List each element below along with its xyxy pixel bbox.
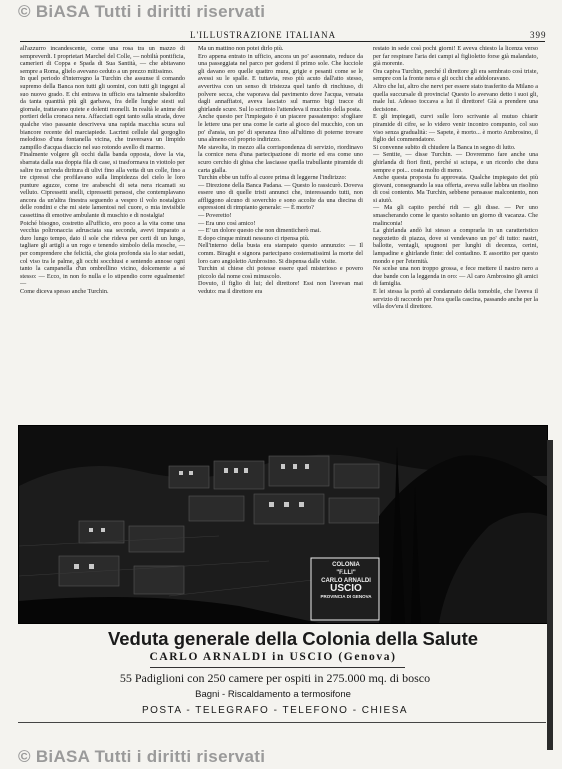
text-column-1 (20, 45, 185, 420)
paragraph: Ero appena entrato in ufficio, ancora un po' assonnato, reduce da una passeggiata nel parco per godersi il primo sole. Che lucciole gli davano ero quelle quattro mura, grigie e pesanti come se le avessi su le spalle. E tuttavia, reso più acuto dall'atto stesso, avvertiva con un senso di tristezza quel tanfo di rinchiuso, di polvere secca, che vaporava dal pavimento dove l'acqua, versata dagli annaffiatoi, aveva lasciato sul marmo bigi tracce di ghirlande scure. Sul lo scrittoio l'attendeva il mucchio della posta. (198, 52, 363, 113)
paragraph: E dopo cinque minuti nessuno ci ripensa più. (198, 234, 310, 242)
magazine-title: L'ILLUSTRAZIONE ITALIANA (190, 30, 337, 40)
paragraph: La ghirlanda andò lui stesso a comprarla in un caratteristico negozietto di piazza, dove si vendevano un po' di tutto: nastri, ballotte, ventagli, spugnoni per lunghi di decenza, cerini, lampadine e ghirlande finte: del contadino. E assortito per questo mondo e per l'eternità. (373, 227, 538, 265)
paragraph: Si convenne subito di chiudere la Banca in segno di lutto. (373, 143, 516, 151)
paragraph: Ora capiva Turchin, perché il direttore gli era sembrato così triste, sempre con la fronte nera e gli occhi che addoloravano. (373, 67, 538, 83)
paragraph: Poiché bisogno, costretto all'ufficio, ero poco a la vita come una vecchia poltronaccia adrusciata sua seconda, avevi imparato a duro lungo tempo, dato il sole che rideva per certi di un lungo, tagliare gli artigli a un rogo e tenendo simbolo della mosche, — per comprendere che felicità, che gioia profonda sia lo star sedati, col viso tra le palme, gli occhi socchiusi e sentendo annose ogni tanto la campanella d'un ombrellino vicino, dolcemente a sé stesso: — Ecco, in non fo nulla e lo stipendio corre egualmente! — (20, 219, 185, 288)
sign-line: USCIO (330, 583, 362, 594)
ad-subtitle: CARLO ARNALDI in USCIO (Genova) (149, 651, 397, 663)
text-column-2 (198, 45, 363, 420)
paragraph: Dovuto, il figlio di lui; del direttore! Essi non l'avevan mai veduto: ma il direttore era (198, 280, 363, 295)
watermark-top: © BiASA Tutti i diritti riservati (18, 2, 266, 21)
colony-illustration (18, 425, 548, 624)
ad-separator (150, 667, 405, 668)
paragraph: Altro che lui, altro che nervi per essere stato trasferito da Milano a quella succursale di provincia! Questo lo avevano detto i suoi gli, male lui. Adesso toccava a lui il direttore! Già a prendere una decisione. (373, 82, 538, 113)
paragraph: Anche questa proposta fu approvata. Qualche impiegato dei più giovani, consegnando la sua offerta, aveva sulle labbra un risolino di così contento. Ma Turchin, sebbene pensasse malcontento, non si aiutò. (373, 174, 538, 204)
sign-line: "F.LLI" (336, 570, 356, 576)
paragraph: Nell'interno della busta era stampato questo annunzio: — Il comm. Biraghi e signora partecipano costernatissimi la morte del loro caro angioletto Ambrosino. Si dispensa dalle visite. (198, 242, 363, 265)
ad-facilities-line: 55 Padiglioni con 250 camere per ospiti in 275.000 mq. di bosco (119, 671, 431, 685)
paragraph: Ma un mattino non potei dirlo più. (198, 45, 284, 52)
sign-line: COLONIA (332, 562, 360, 568)
paragraph: Come diceva spesso anche Turchin. (20, 288, 109, 295)
ad-amenities-line: Bagni - Riscaldamento a termosifone (195, 689, 351, 700)
text-column-3 (373, 45, 538, 420)
landscape-drawing (19, 426, 547, 623)
page-number: 399 (530, 30, 547, 40)
paragraph: In quel periodo d'interregno la Turchin che assunse il comando supremo della Banca non tutti gli uomini, con tutti gli ingegni al suo nuovo grado. E chi entrava in ufficio era talmente sbalordito da tanta quantità più gli garbava, fra delle lunghe siesti sul giornale, trattavano quiete e dolenti monelli. In realtà le anime dei portieri della cronaca nera. Affacciati ogni tanto sulla strada, dove qualche viso passante descriveva una rapida macchia scura sul biancore recente del marciapiede. Lacrimi cellule dal gorgoglio melodioso d'una fontanella vicina, che traversava un limpido zampillo d'acqua diaccio nel suo rotondo avello di marmo. (20, 75, 185, 151)
paragraph: — Ma gli capito perché ridi — gli disse. — Per uno smascherando come le questo soltanto un giorno di vacanza. Che malinconia! (373, 204, 538, 227)
paragraph: — E' un dolore questo che non dimenticherò mai. (198, 227, 321, 235)
paragraph: — Poveretto! (198, 212, 232, 220)
binding-edge (547, 440, 553, 750)
paragraph: — Era uno così amico! (198, 219, 256, 227)
paragraph: Turchin ebbe un tuffo al cuore prima di leggerne l'indirizzo: (198, 174, 347, 182)
paragraph: E lei stessa la portò al condannato della tomobile, che l'aveva il servizio di raccordo per l'ora quella cascina, passando anche per la villa dov'era il direttore. (373, 288, 538, 311)
sign-line: PROVINCIA DI GENOVA (320, 594, 372, 599)
paragraph: — Sentite, — disse Turchin. — Dovremmo fare anche una ghirlanda di fiori finti, perché si sciupa, e un ricordo che dura sempre e poi... costa molto di meno. (373, 151, 538, 174)
paragraph: Ne scelse una non troppo grossa, e fece mettere il nastro nero a due bande con la leggenda in oro: — Al caro Ambrosino gli amici di famiglia. (373, 265, 538, 288)
paragraph: Turchin si chiese chi potesse essere quel misterioso e povero piccolo dal nome così minuscolo. (198, 265, 363, 280)
paragraph: Anche questo per l'impiegato è un piacere passatempo: sfogliare le lettere una per una come le carte al gioco del mucchio, con un po' d'ansia, un po' di speranza fino all'ultimo di poterne trovare una almeno col proprio indirizzo. (198, 113, 363, 144)
colony-signboard (317, 561, 375, 621)
paragraph: all'azzurro incandescente, come una rosa tra un mazzo di sempreverdi. I proprietari Marchel del Colle, — nobiltà pontificia, camerieri di Coppa e Spada di Sua Santità, — che abitavano sempre a Roma, glielo avevano ceduto a un prezzo mitissimo. (20, 45, 185, 75)
watermark-bottom: © BiASA Tutti i diritti riservati (18, 747, 266, 766)
paragraph: Me stavolta, in mezzo alla corrispondenza di servizio, riordinavo la cornice nera d'una partecipazione di morte ed era come uno scuro cerchio di ghisa che lasciasse quella trabullante piramide di carta gialla. (198, 143, 363, 174)
sign-line: CARLO ARNALDI (321, 578, 371, 584)
paragraph: — Direzione della Banca Padana. — Questo lo rassicurò. Doveva essere uno di quelle tristi annunci che, interessando tutti, non affliggono alcuno di soverchio e sono accolte da una diecina di espressioni di rimpianto generale: — È morto? (198, 181, 363, 212)
ad-services-line: POSTA - TELEGRAFO - TELEFONO - CHIESA (141, 705, 409, 716)
paragraph: E gli impiegati, curvi sulle loro scrivanie al mutuo chiarir piramide di cifre, se lo videro venir incontro compunto, col suo viso senza gradualità: — Sapete, è morto... è morto Ambrosino, il figlio del commendatore. (373, 113, 538, 144)
paragraph: restato in sede così pochi giorni! E aveva chiesto la licenza verso per far respirare l'aria dei campi al figlioletto forse già malandato, già morente. (373, 45, 538, 68)
ad-title: Veduta generale della Colonia della Salute (107, 628, 479, 649)
paragraph: Finalmente volgere gli occhi dalla banda opposta, dove la via, sbarrata dalla sua doppia fila di case, si trasformava in viottolo per salire tra un'onda diritura di ulivi fino alla vetta di un colle, fino a tre cipressi che profilavano sulla limpidezza del cielo le loro punture aguzze, come tre arabeschi di seta nera ricamati su velluto. Cipressetti snelli, cipressetti pensosi, che contemplavano ancora da un'altra finestra seguendo a vespro il volo nostalgico delle rondini e che mi siete lamentosi nel cuore, o mia invisibile cassettina di emotive ambulante di muschio e di nostalgia! (20, 151, 185, 220)
header-rule (20, 41, 545, 42)
